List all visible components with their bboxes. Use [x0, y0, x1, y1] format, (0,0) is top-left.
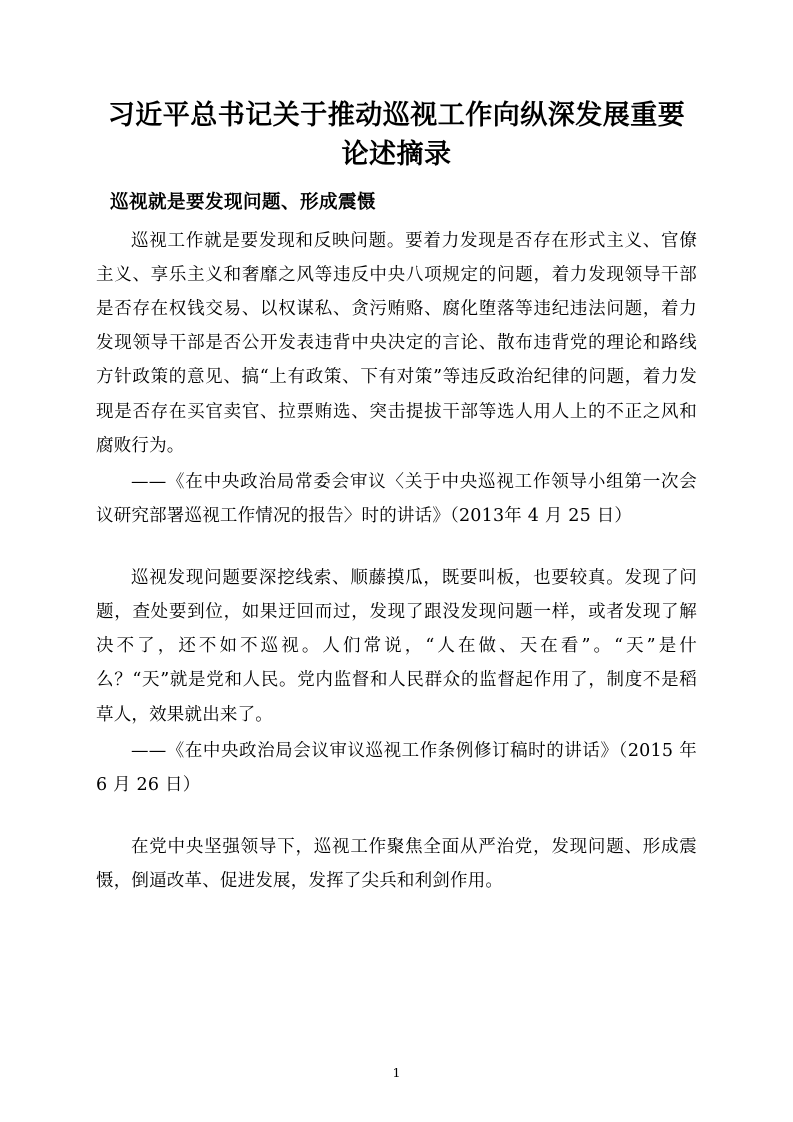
paragraph-source-1: ——《在中央政治局常委会审议〈关于中央巡视工作领导小组第一次会议研究部署巡视工作情况的报告〉时的讲话》（2013年 4 月 25 日） — [96, 471, 697, 526]
page-title: 习近平总书记关于推动巡视工作向纵深发展重要论述摘录 — [107, 100, 686, 171]
paragraph-body-2: 巡视发现问题要深挖线索、顺藤摸瓜，既要叫板，也要较真。发现了问题，查处要到位，如果迂回而过，发现了跟没发现问题一样，或者发现了解决不了，还不如不巡视。人们常说，“人在做、天在看”。“天”是什么？“天”就是党和人民。党内监督和人民群众的监督起作用了，制度不是稻草人，效果就出来了。 — [96, 568, 697, 725]
paragraph-spacer-1 — [96, 535, 697, 561]
section-heading: 巡视就是要发现问题、形成震慑 — [110, 192, 377, 214]
paragraph-body-3: 在党中央坚强领导下，巡视工作聚焦全面从严治党，发现问题、形成震慑，倒逼改革、促进发展，发挥了尖兵和利剑作用。 — [96, 836, 697, 891]
paragraph-spacer-2 — [96, 804, 697, 830]
paragraph-body-1: 巡视工作就是要发现和反映问题。要着力发现是否存在形式主义、官僚主义、享乐主义和奢靡之风等违反中央八项规定的问题，着力发现领导干部是否存在权钱交易、以权谋私、贪污贿赂、腐化堕落等违纪违法问题，着力发现领导干部是否公开发表违背中央决定的言论、散布违背党的理论和路线方针政策的意见、搞“上有政策、下有对策”等违反政治纪律的问题，着力发现是否存在买官卖官、拉票贿选、突击提拔干部等选人用人上的不正之风和腐败行为。 — [96, 230, 697, 456]
page-number: 1 — [392, 1065, 401, 1080]
paragraph-source-2: ——《在中央政治局会议审议巡视工作条例修订稿时的讲话》（2015 年 6 月 26 日） — [96, 740, 697, 795]
